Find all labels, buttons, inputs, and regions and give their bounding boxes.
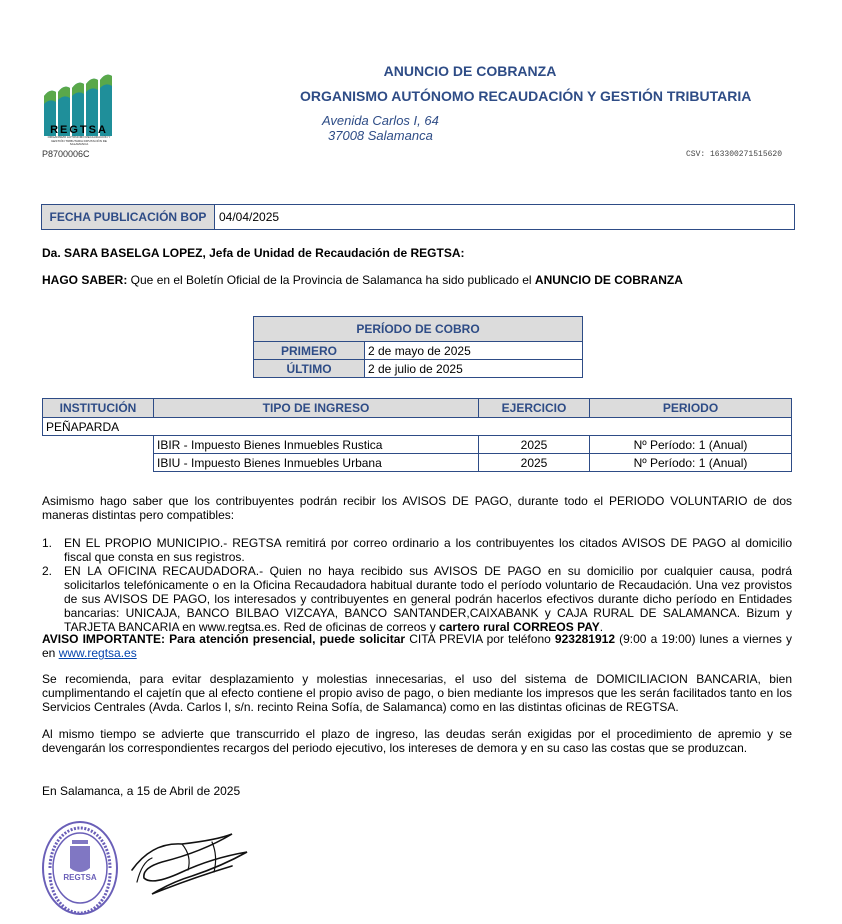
column-header: EJERCICIO: [479, 399, 590, 418]
tax-year: 2025: [479, 454, 590, 472]
table-row: [43, 418, 792, 436]
table-row: [254, 360, 583, 378]
list-text-container: [64, 564, 792, 634]
aviso-text-2: (9:00 a 19:00) lunes a viernes y en: [42, 632, 792, 660]
recomienda-paragraph: Se recomienda, para evitar desplazamiento y molestias innecesarias, el uso del sistema de DOMICILIACION BANCARIA, bien cumplimentando el cajetín que al efecto contiene el propio aviso de pago, o bien mediante los impresos que les serán facilitados tanto en los Servicios Centrales (Avda. Carlos I, s/n. recinto Reina Sofía, de Salamanca) como en las distintas oficinas de REGTSA.: [42, 672, 792, 714]
csv-code: CSV: 163300271515620: [686, 150, 783, 159]
aviso-text: CITA PREVIA por teléfono: [405, 632, 555, 646]
aviso-phone: 923281912: [554, 632, 615, 646]
period-header: PERÍODO DE COBRO: [254, 317, 583, 342]
tax-type: IBIU - Impuesto Bienes Inmuebles Urbana: [154, 454, 479, 472]
list-text: EN EL PROPIO MUNICIPIO.- REGTSA remitirá por correo ordinario a los contribuyentes los citados AVISOS DE PAGO al domicilio fiscal que consta en sus registros.: [64, 536, 792, 564]
list-bold: cartero rural CORREOS PAY: [439, 620, 600, 634]
hago-text: Que en el Boletín Oficial de la Provincia de Salamanca ha sido publicado el: [127, 273, 535, 287]
official-statement: Da. SARA BASELGA LOPEZ, Jefa de Unidad de Recaudación de REGTSA:: [42, 246, 465, 260]
aviso-bold: AVISO IMPORTANTE: Para atención presencial, puede solicitar: [42, 632, 406, 646]
column-header: PERIODO: [590, 399, 792, 418]
table-row: [43, 454, 792, 472]
period-label: PRIMERO: [254, 342, 365, 360]
tax-period: Nº Período: 1 (Anual): [590, 454, 792, 472]
apremio-paragraph: Al mismo tiempo se advierte que transcurrido el plazo de ingreso, las deudas serán exigidas por el procedimiento de apremio y se devengarán los correspondientes recargos del periodo ejecutivo, los intereses de demora y en su caso las costas que se produzcan.: [42, 727, 792, 755]
asimismo-paragraph: Asimismo hago saber que los contribuyentes podrán recibir los AVISOS DE PAGO, durante todo el PERIODO VOLUNTARIO de dos maneras distintas pero compatibles:: [42, 494, 792, 522]
list-text: EN LA OFICINA RECAUDADORA.- Quien no haya recibido sus AVISOS DE PAGO en su domicilio por cualquier causa, podrá solicitarlos telefónicamente o en la Oficina Recaudadora habitual durante todo el período voluntario de Recaudación. Una vez provistos de sus AVISOS DE PAGO, los interesados y contribuyentes en general podrán hacerlos efectivos durante dicho período en Entidades bancarias: UNICAJA, BANCO BILBAO VIZCAYA, BANCO SANTANDER,CAIXABANK y CAJA RURAL DE SALAMANCA. Bizum y TARJETA BANCARIA en www.regtsa.es. Red de oficinas de correos y: [64, 564, 792, 634]
logo-text: REGTSA: [50, 124, 108, 136]
address-line-1: Avenida Carlos I, 64: [322, 113, 439, 128]
aviso-importante: [42, 632, 792, 660]
table-row: [43, 436, 792, 454]
hago-label: HAGO SABER:: [42, 273, 128, 287]
table-row: [254, 342, 583, 360]
regtsa-link[interactable]: www.regtsa.es: [58, 646, 137, 660]
address-line-2: 37008 Salamanca: [328, 128, 433, 143]
signature-icon: [122, 822, 262, 897]
period-value: 2 de mayo de 2025: [365, 342, 583, 360]
period-value: 2 de julio de 2025: [365, 360, 583, 378]
tax-type: IBIR - Impuesto Bienes Inmuebles Rustica: [154, 436, 479, 454]
publication-date-box: [41, 204, 795, 230]
publication-date-label: FECHA PUBLICACIÓN BOP: [42, 205, 215, 229]
taxes-table: [42, 398, 792, 472]
institution-name: PEÑAPARDA: [43, 418, 792, 436]
reference-code: P8700006C: [42, 149, 90, 159]
period-table: [253, 316, 583, 378]
seal-stamp-icon: [40, 818, 120, 918]
organization-name: ORGANISMO AUTÓNOMO RECAUDACIÓN Y GESTIÓN TRIBUTARIA: [300, 88, 752, 104]
logo-subtext: ORGANISMO AUTÓNOMO RECAUDACIÓN Y GESTIÓN TRIBUTARIA DIPUTACIÓN DE SALAMANCA: [47, 135, 111, 146]
list-item: [42, 564, 792, 634]
column-header: TIPO DE INGRESO: [154, 399, 479, 418]
list-item: [42, 536, 792, 564]
column-header: INSTITUCIÓN: [43, 399, 154, 418]
hago-bold: ANUNCIO DE COBRANZA: [534, 273, 683, 287]
tax-year: 2025: [479, 436, 590, 454]
hago-saber: [42, 273, 683, 287]
tax-period: Nº Período: 1 (Anual): [590, 436, 792, 454]
publication-date-value: 04/04/2025: [219, 210, 280, 224]
list-number: 2.: [42, 564, 53, 578]
list-number: 1.: [42, 536, 53, 550]
period-label: ÚLTIMO: [254, 360, 365, 378]
seal-text: REGTSA: [63, 873, 97, 882]
document-title: ANUNCIO DE COBRANZA: [383, 63, 557, 79]
closing-line: En Salamanca, a 15 de Abril de 2025: [42, 784, 241, 798]
list-end: .: [599, 620, 604, 634]
